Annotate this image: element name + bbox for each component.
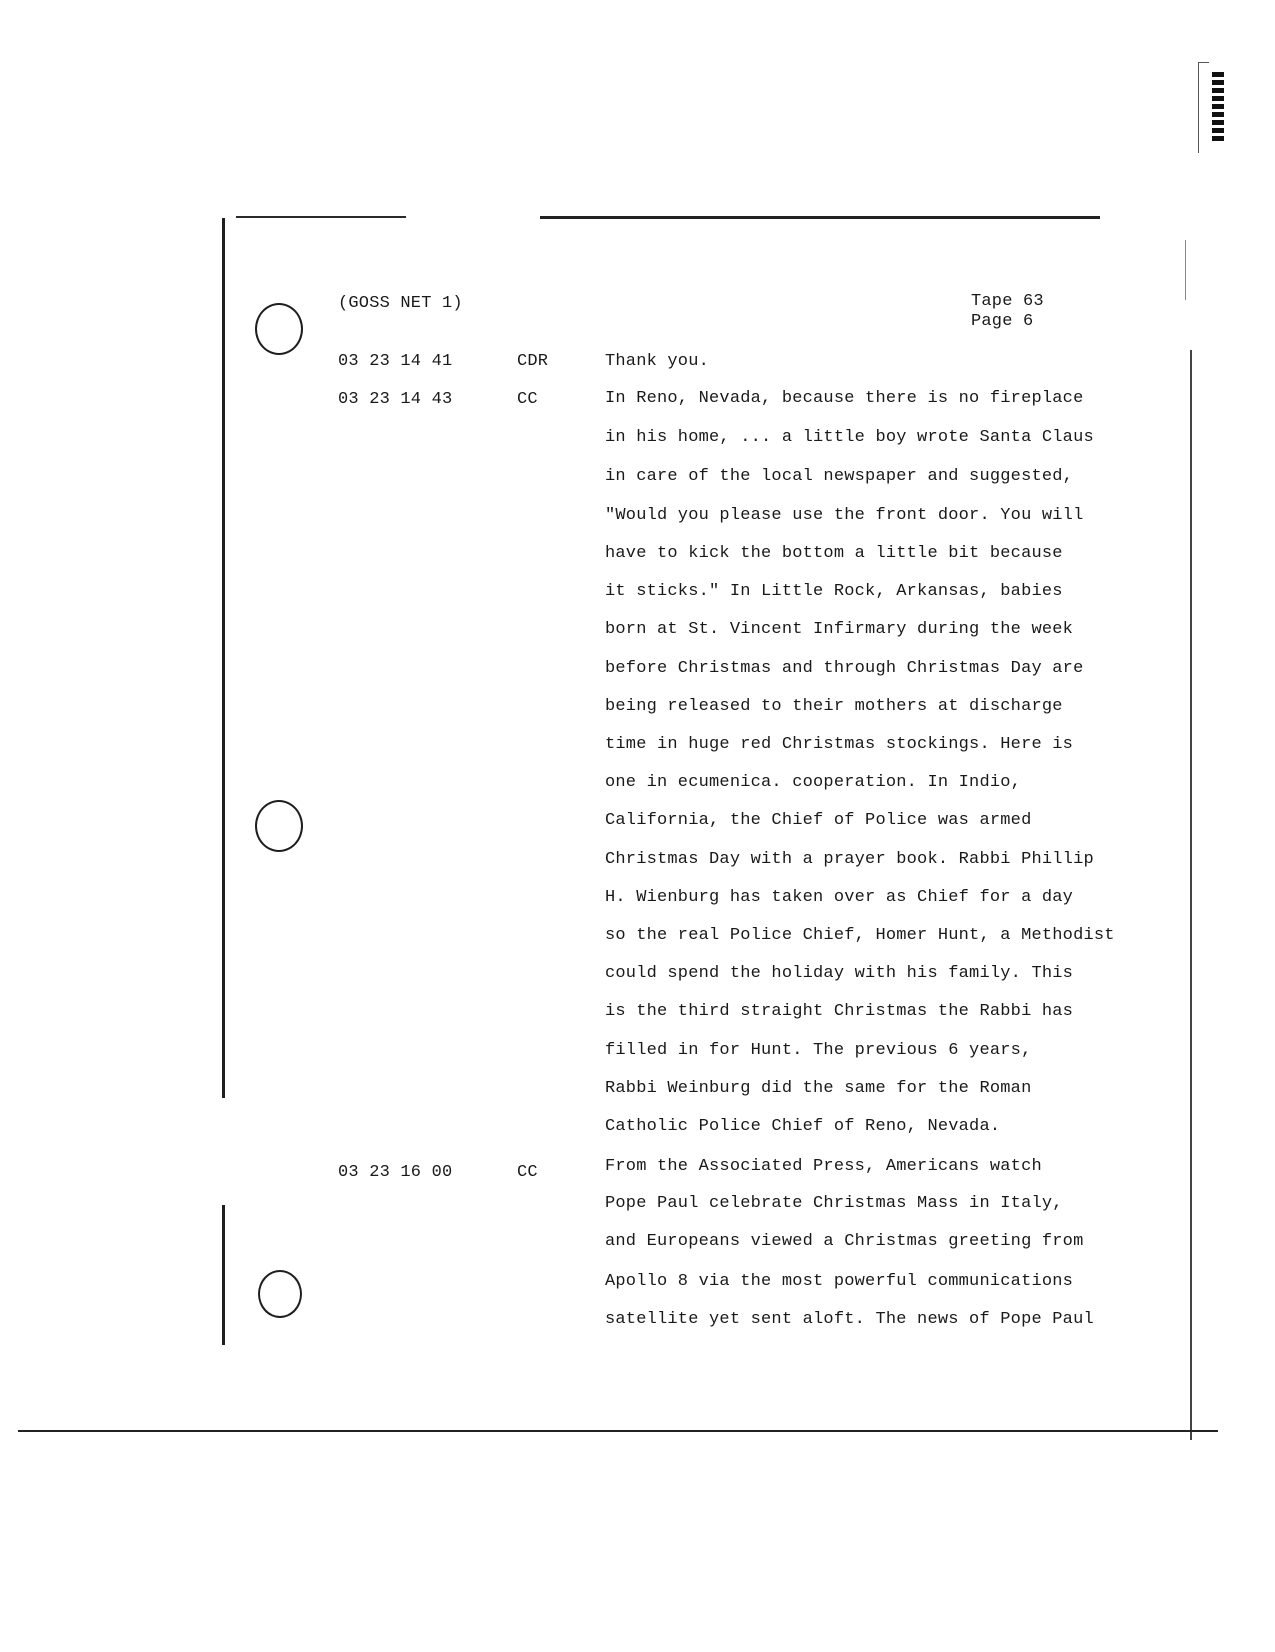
speaker: CC: [517, 390, 538, 409]
top-rule-right: [540, 216, 1100, 219]
transcript-line: being released to their mothers at discharge: [605, 697, 1063, 716]
timestamp: 03 23 14 43: [338, 390, 453, 409]
transcript-line: one in ecumenica. cooperation. In Indio,: [605, 773, 1022, 792]
transcript-line: In Reno, Nevada, because there is no fireplace: [605, 389, 1084, 408]
transcript-line: in care of the local newspaper and suggested,: [605, 467, 1074, 486]
transcript-line: could spend the holiday with his family. This: [605, 964, 1074, 983]
timestamp: 03 23 16 00: [338, 1163, 453, 1182]
transcript-line: born at St. Vincent Infirmary during the week: [605, 620, 1074, 639]
transcript-line: so the real Police Chief, Homer Hunt, a Methodist: [605, 926, 1115, 945]
bottom-rule: [18, 1430, 1218, 1432]
transcript-line: Pope Paul celebrate Christmas Mass in Italy,: [605, 1194, 1063, 1213]
speaker: CC: [517, 1163, 538, 1182]
transcript-line: Catholic Police Chief of Reno, Nevada.: [605, 1117, 1001, 1136]
left-margin-rule: [222, 218, 225, 1098]
film-edge-marker-icon: [1212, 72, 1224, 142]
punch-hole-icon: [258, 1270, 302, 1318]
transcript-line: filled in for Hunt. The previous 6 years,: [605, 1041, 1032, 1060]
transcript-line: time in huge red Christmas stockings. Here is: [605, 735, 1074, 754]
transcript-line: Rabbi Weinburg did the same for the Roman: [605, 1079, 1032, 1098]
speaker: CDR: [517, 352, 549, 371]
transcript-line: Christmas Day with a prayer book. Rabbi Phillip: [605, 850, 1094, 869]
page-number: Page 6: [971, 312, 1034, 331]
transcript-line: before Christmas and through Christmas Day are: [605, 659, 1084, 678]
transcript-line: "Would you please use the front door. You will: [605, 506, 1084, 525]
transcript-line: and Europeans viewed a Christmas greeting from: [605, 1232, 1084, 1251]
film-edge-bracket: [1198, 62, 1209, 153]
right-margin-rule: [1190, 350, 1192, 1440]
left-margin-rule-lower: [222, 1205, 225, 1345]
transcript-line: is the third straight Christmas the Rabbi has: [605, 1002, 1074, 1021]
transcript-line: From the Associated Press, Americans watch: [605, 1157, 1042, 1176]
transcript-line: Thank you.: [605, 352, 710, 371]
transcript-line: Apollo 8 via the most powerful communications: [605, 1272, 1074, 1291]
right-margin-rule-top: [1185, 240, 1186, 300]
transcript-line: it sticks." In Little Rock, Arkansas, babies: [605, 582, 1063, 601]
transcript-line: have to kick the bottom a little bit because: [605, 544, 1063, 563]
timestamp: 03 23 14 41: [338, 352, 453, 371]
transcript-line: H. Wienburg has taken over as Chief for a day: [605, 888, 1074, 907]
punch-hole-icon: [255, 303, 303, 355]
transcript-line: satellite yet sent aloft. The news of Pope Paul: [605, 1310, 1094, 1329]
net-label: (GOSS NET 1): [338, 294, 463, 313]
transcript-line: California, the Chief of Police was armed: [605, 811, 1032, 830]
punch-hole-icon: [255, 800, 303, 852]
tape-number: Tape 63: [971, 292, 1044, 311]
transcript-line: in his home, ... a little boy wrote Santa Claus: [605, 428, 1094, 447]
top-rule-left: [236, 216, 406, 218]
